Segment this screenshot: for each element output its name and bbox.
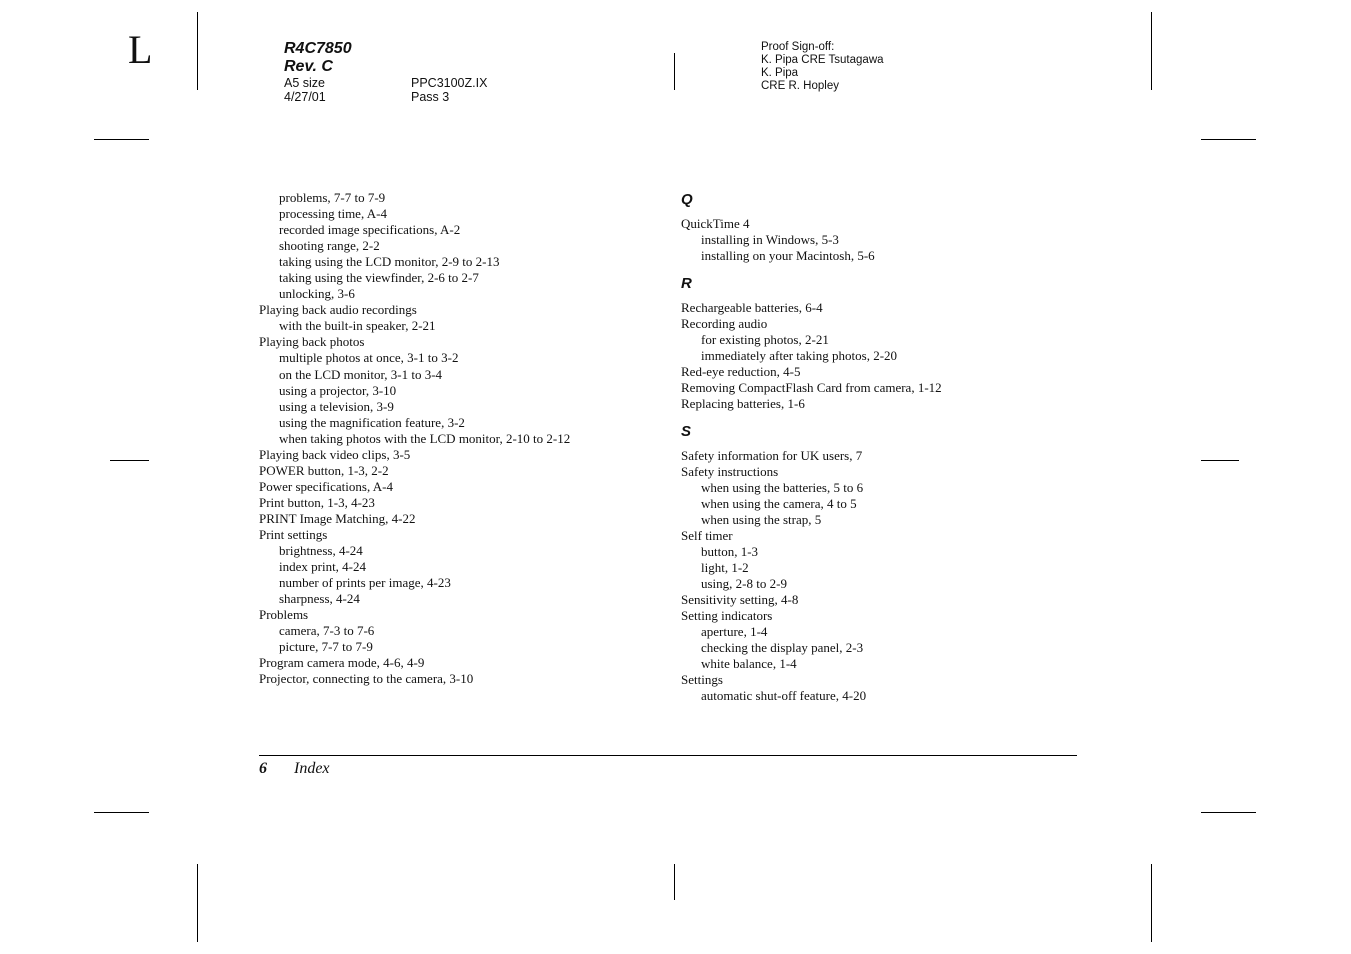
index-subentry: checking the display panel, 2-3 bbox=[701, 640, 864, 655]
index-subentry: picture, 7-7 to 7-9 bbox=[279, 639, 373, 655]
index-entry: Recording audio bbox=[681, 316, 768, 331]
index-entry: Safety information for UK users, 7 bbox=[681, 448, 863, 463]
section-title: Index bbox=[294, 760, 330, 777]
crop-mark bbox=[1151, 864, 1152, 942]
index-entry: Sensitivity setting, 4-8 bbox=[681, 592, 799, 607]
index-entry: Playing back photos bbox=[259, 334, 365, 350]
crop-mark bbox=[197, 12, 198, 90]
crop-mark bbox=[1201, 812, 1256, 813]
index-subentry: light, 1-2 bbox=[701, 560, 749, 575]
section-letter: Q bbox=[681, 191, 693, 208]
index-subentry: when using the strap, 5 bbox=[701, 512, 822, 527]
index-subentry: white balance, 1-4 bbox=[701, 656, 797, 671]
index-entry: Settings bbox=[681, 672, 723, 687]
index-entry: Playing back audio recordings bbox=[259, 302, 417, 318]
index-entry: Program camera mode, 4-6, 4-9 bbox=[259, 655, 425, 671]
index-entry: Print settings bbox=[259, 526, 328, 542]
print-date: 4/27/01 bbox=[284, 90, 326, 104]
index-entry: Safety instructions bbox=[681, 464, 779, 479]
index-subentry: index print, 4-24 bbox=[279, 559, 367, 575]
file-name: PPC3100Z.IX bbox=[411, 76, 488, 90]
index-subentry: camera, 7-3 to 7-6 bbox=[279, 623, 375, 639]
index-subentry: installing in Windows, 5-3 bbox=[701, 232, 839, 247]
index-subentry: automatic shut-off feature, 4-20 bbox=[701, 688, 867, 703]
crop-mark bbox=[197, 864, 198, 942]
crop-mark bbox=[110, 460, 149, 461]
index-entry: Playing back video clips, 3-5 bbox=[259, 446, 411, 462]
crop-mark bbox=[674, 53, 675, 90]
index-subentry: when taking photos with the LCD monitor, 2-10 to 2-12 bbox=[279, 430, 571, 446]
print-header bbox=[284, 40, 487, 104]
pass-number: Pass 3 bbox=[411, 90, 450, 104]
document-code: R4C7850 bbox=[284, 40, 352, 57]
proof-line: CRE R. Hopley bbox=[761, 80, 839, 92]
index-entry: Removing CompactFlash Card from camera, 1-12 bbox=[681, 380, 942, 395]
index-entry: Self timer bbox=[681, 528, 733, 543]
index-section bbox=[681, 190, 1081, 264]
index-section bbox=[681, 274, 1081, 412]
index-entry: Power specifications, A-4 bbox=[259, 478, 393, 494]
proof-line: K. Pipa bbox=[761, 67, 799, 79]
index-subentry: taking using the viewfinder, 2-6 to 2-7 bbox=[279, 270, 479, 286]
index-subentry: using a television, 3-9 bbox=[279, 398, 394, 414]
header-meta bbox=[284, 76, 487, 104]
index-subentry: immediately after taking photos, 2-20 bbox=[701, 348, 898, 363]
index-subentry: on the LCD monitor, 3-1 to 3-4 bbox=[279, 366, 443, 382]
section-letter: S bbox=[681, 423, 692, 440]
footer-rule bbox=[259, 755, 1077, 756]
index-entry: Replacing batteries, 1-6 bbox=[681, 396, 805, 411]
index-subentry: using a projector, 3-10 bbox=[279, 382, 397, 398]
index-subentry: for existing photos, 2-21 bbox=[701, 332, 829, 347]
index-subentry: taking using the LCD monitor, 2-9 to 2-13 bbox=[279, 254, 500, 270]
index-subentry: using, 2-8 to 2-9 bbox=[701, 576, 787, 591]
index-entry: Rechargeable batteries, 6-4 bbox=[681, 300, 823, 315]
index-subentry: problems, 7-7 to 7-9 bbox=[279, 190, 386, 205]
index-entry: POWER button, 1-3, 2-2 bbox=[259, 462, 389, 478]
crop-mark bbox=[674, 864, 675, 900]
crop-mark bbox=[1201, 460, 1239, 461]
index-entry: Setting indicators bbox=[681, 608, 773, 623]
index-column-right bbox=[681, 190, 1081, 714]
index-entry: Problems bbox=[259, 607, 309, 623]
index-subentry: using the magnification feature, 3-2 bbox=[279, 414, 465, 430]
index-entry: Print button, 1-3, 4-23 bbox=[259, 494, 375, 510]
paper-size: A5 size bbox=[284, 76, 325, 90]
index-subentry: aperture, 1-4 bbox=[701, 624, 768, 639]
index-subentry: sharpness, 4-24 bbox=[279, 591, 360, 607]
index-subentry: multiple photos at once, 3-1 to 3-2 bbox=[279, 350, 459, 366]
crop-mark bbox=[1201, 139, 1256, 140]
index-subentry: button, 1-3 bbox=[701, 544, 759, 559]
page-number: 6 bbox=[259, 760, 267, 777]
index-column-left bbox=[259, 190, 570, 687]
left-page-marker: L bbox=[128, 27, 153, 72]
index-subentry: when using the camera, 4 to 5 bbox=[701, 496, 857, 511]
index-subentry: brightness, 4-24 bbox=[279, 543, 363, 559]
index-entry: Projector, connecting to the camera, 3-10 bbox=[259, 671, 474, 687]
crop-mark bbox=[94, 812, 149, 813]
crop-mark bbox=[1151, 12, 1152, 90]
index-subentry: number of prints per image, 4-23 bbox=[279, 575, 451, 591]
page-footer bbox=[259, 759, 330, 779]
index-subentry: processing time, A-4 bbox=[279, 206, 387, 222]
section-letter: R bbox=[681, 275, 692, 292]
index-subentry: recorded image specifications, A-2 bbox=[279, 222, 461, 238]
crop-mark bbox=[94, 139, 149, 140]
index-entry: Red-eye reduction, 4-5 bbox=[681, 364, 801, 379]
index-subentry: unlocking, 3-6 bbox=[279, 286, 355, 302]
revision: Rev. C bbox=[284, 58, 333, 75]
index-subentry: shooting range, 2-2 bbox=[279, 238, 380, 254]
proof-title: Proof Sign-off: bbox=[761, 41, 835, 53]
index-subentry: installing on your Macintosh, 5-6 bbox=[701, 248, 875, 263]
index-subentry: when using the batteries, 5 to 6 bbox=[701, 480, 864, 495]
index-section bbox=[681, 422, 1081, 704]
proof-signoff bbox=[761, 41, 884, 93]
index-subentry: with the built-in speaker, 2-21 bbox=[279, 318, 436, 334]
proof-line: K. Pipa CRE Tsutagawa bbox=[761, 54, 884, 66]
index-entry: QuickTime 4 bbox=[681, 216, 750, 231]
index-entry: PRINT Image Matching, 4-22 bbox=[259, 510, 416, 526]
